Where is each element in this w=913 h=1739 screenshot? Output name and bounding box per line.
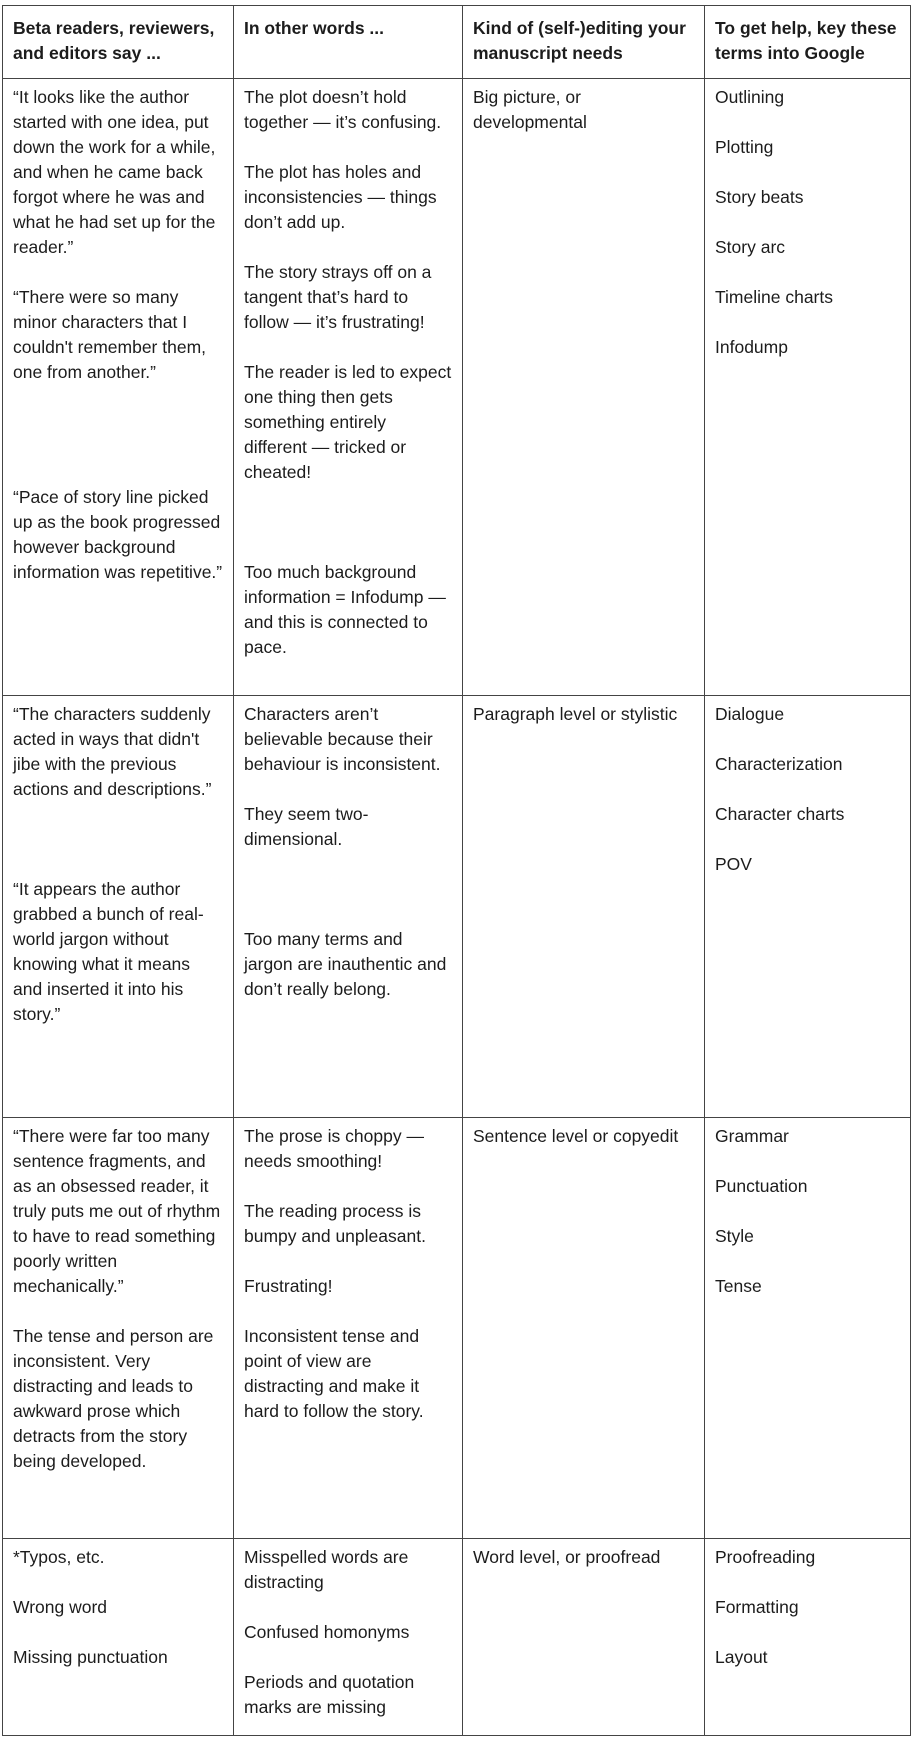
paraphrase-text: Too many terms and jargon are inauthentic and don’t really belong. <box>244 929 447 999</box>
table-row-copyedit <box>3 1118 911 1539</box>
reviewer-quote: The tense and person are inconsistent. Very distracting and leads to awkward prose which detracts from the story being developed. <box>13 1326 214 1471</box>
reviewer-quote: “There were so many minor characters that I couldn't remember them, one from another.” <box>13 287 207 382</box>
paraphrase-text: The prose is choppy — needs smoothing! <box>244 1126 424 1171</box>
table-row-proofread <box>3 1539 911 1736</box>
reviewer-quote: Wrong word <box>13 1597 108 1617</box>
paraphrase-cell <box>234 79 463 696</box>
reviewer-quotes-cell <box>3 1118 234 1539</box>
reviewer-quote: “Pace of story line picked up as the book progressed however background information was repetitive.” <box>13 487 223 582</box>
paraphrase-cell <box>234 1539 463 1736</box>
search-term: Outlining <box>715 87 785 107</box>
paraphrase-text: The plot doesn’t hold together — it’s confusing. <box>244 87 442 132</box>
search-terms-cell <box>705 696 911 1118</box>
reviewer-quote: Missing punctuation <box>13 1647 168 1667</box>
paraphrase-text: Misspelled words are distracting <box>244 1547 409 1592</box>
search-term: Characterization <box>715 754 843 774</box>
editing-kind-cell: Sentence level or copyedit <box>463 1118 705 1539</box>
paraphrase-text: Periods and quotation marks are missing <box>244 1672 415 1717</box>
search-term: Style <box>715 1226 754 1246</box>
header-reviewers-say: Beta readers, reviewers, and editors say ... <box>3 6 234 79</box>
editing-kind-cell: Paragraph level or stylistic <box>463 696 705 1118</box>
search-term: POV <box>715 854 752 874</box>
reviewer-quote: “There were far too many sentence fragments, and as an obsessed reader, it truly puts me out of rhythm to have to read something poorly written mechanically.” <box>13 1126 221 1296</box>
search-terms-cell <box>705 1539 911 1736</box>
header-row <box>3 6 911 79</box>
paraphrase-cell <box>234 1118 463 1539</box>
header-kind-of-editing: Kind of (self-)editing your manuscript needs <box>463 6 705 79</box>
search-term: Proofreading <box>715 1547 816 1567</box>
search-term: Layout <box>715 1647 768 1667</box>
editing-kind-cell: Word level, or proofread <box>463 1539 705 1736</box>
reviewer-quote: “The characters suddenly acted in ways that didn't jibe with the previous actions and descriptions.” <box>13 704 212 799</box>
paraphrase-text: The story strays off on a tangent that’s hard to follow — it’s frustrating! <box>244 262 432 332</box>
editing-guide-table <box>2 5 911 1736</box>
paraphrase-text: Too much background information = Infodump — and this is connected to pace. <box>244 562 446 657</box>
search-term: Story arc <box>715 237 786 257</box>
reviewer-quotes-cell <box>3 696 234 1118</box>
paraphrase-text: The plot has holes and inconsistencies — things don’t add up. <box>244 162 437 232</box>
paraphrase-text: They seem two-dimensional. <box>244 804 369 849</box>
editing-kind-cell: Big picture, or developmental <box>463 79 705 696</box>
header-google-terms: To get help, key these terms into Google <box>705 6 911 79</box>
search-term: Grammar <box>715 1126 789 1146</box>
reviewer-quote: “It appears the author grabbed a bunch of real-world jargon without knowing what it means and inserted it into his story.” <box>13 879 204 1024</box>
search-term: Punctuation <box>715 1176 808 1196</box>
paraphrase-text: Confused homonyms <box>244 1622 410 1642</box>
search-term: Plotting <box>715 137 774 157</box>
reviewer-quote: “It looks like the author started with one idea, put down the work for a while, and when he came back forgot where he was and what he had set up for the reader.” <box>13 87 216 257</box>
paraphrase-text: The reader is led to expect one thing then gets something entirely different — tricked or cheated! <box>244 362 452 482</box>
paraphrase-text: Characters aren’t believable because their behaviour is inconsistent. <box>244 704 441 774</box>
table-row-developmental <box>3 79 911 696</box>
reviewer-quotes-cell <box>3 1539 234 1736</box>
search-term: Infodump <box>715 337 788 357</box>
paraphrase-text: The reading process is bumpy and unpleasant. <box>244 1201 426 1246</box>
table-row-stylistic <box>3 696 911 1118</box>
search-term: Tense <box>715 1276 762 1296</box>
search-term: Dialogue <box>715 704 785 724</box>
search-term: Character charts <box>715 804 845 824</box>
reviewer-quote: *Typos, etc. <box>13 1547 105 1567</box>
header-in-other-words: In other words ... <box>234 6 463 79</box>
reviewer-quotes-cell <box>3 79 234 696</box>
search-term: Timeline charts <box>715 287 833 307</box>
paraphrase-text: Frustrating! <box>244 1276 333 1296</box>
paraphrase-text: Inconsistent tense and point of view are distracting and make it hard to follow the story. <box>244 1326 424 1421</box>
search-term: Story beats <box>715 187 804 207</box>
search-terms-cell <box>705 1118 911 1539</box>
paraphrase-cell <box>234 696 463 1118</box>
search-terms-cell <box>705 79 911 696</box>
search-term: Formatting <box>715 1597 799 1617</box>
